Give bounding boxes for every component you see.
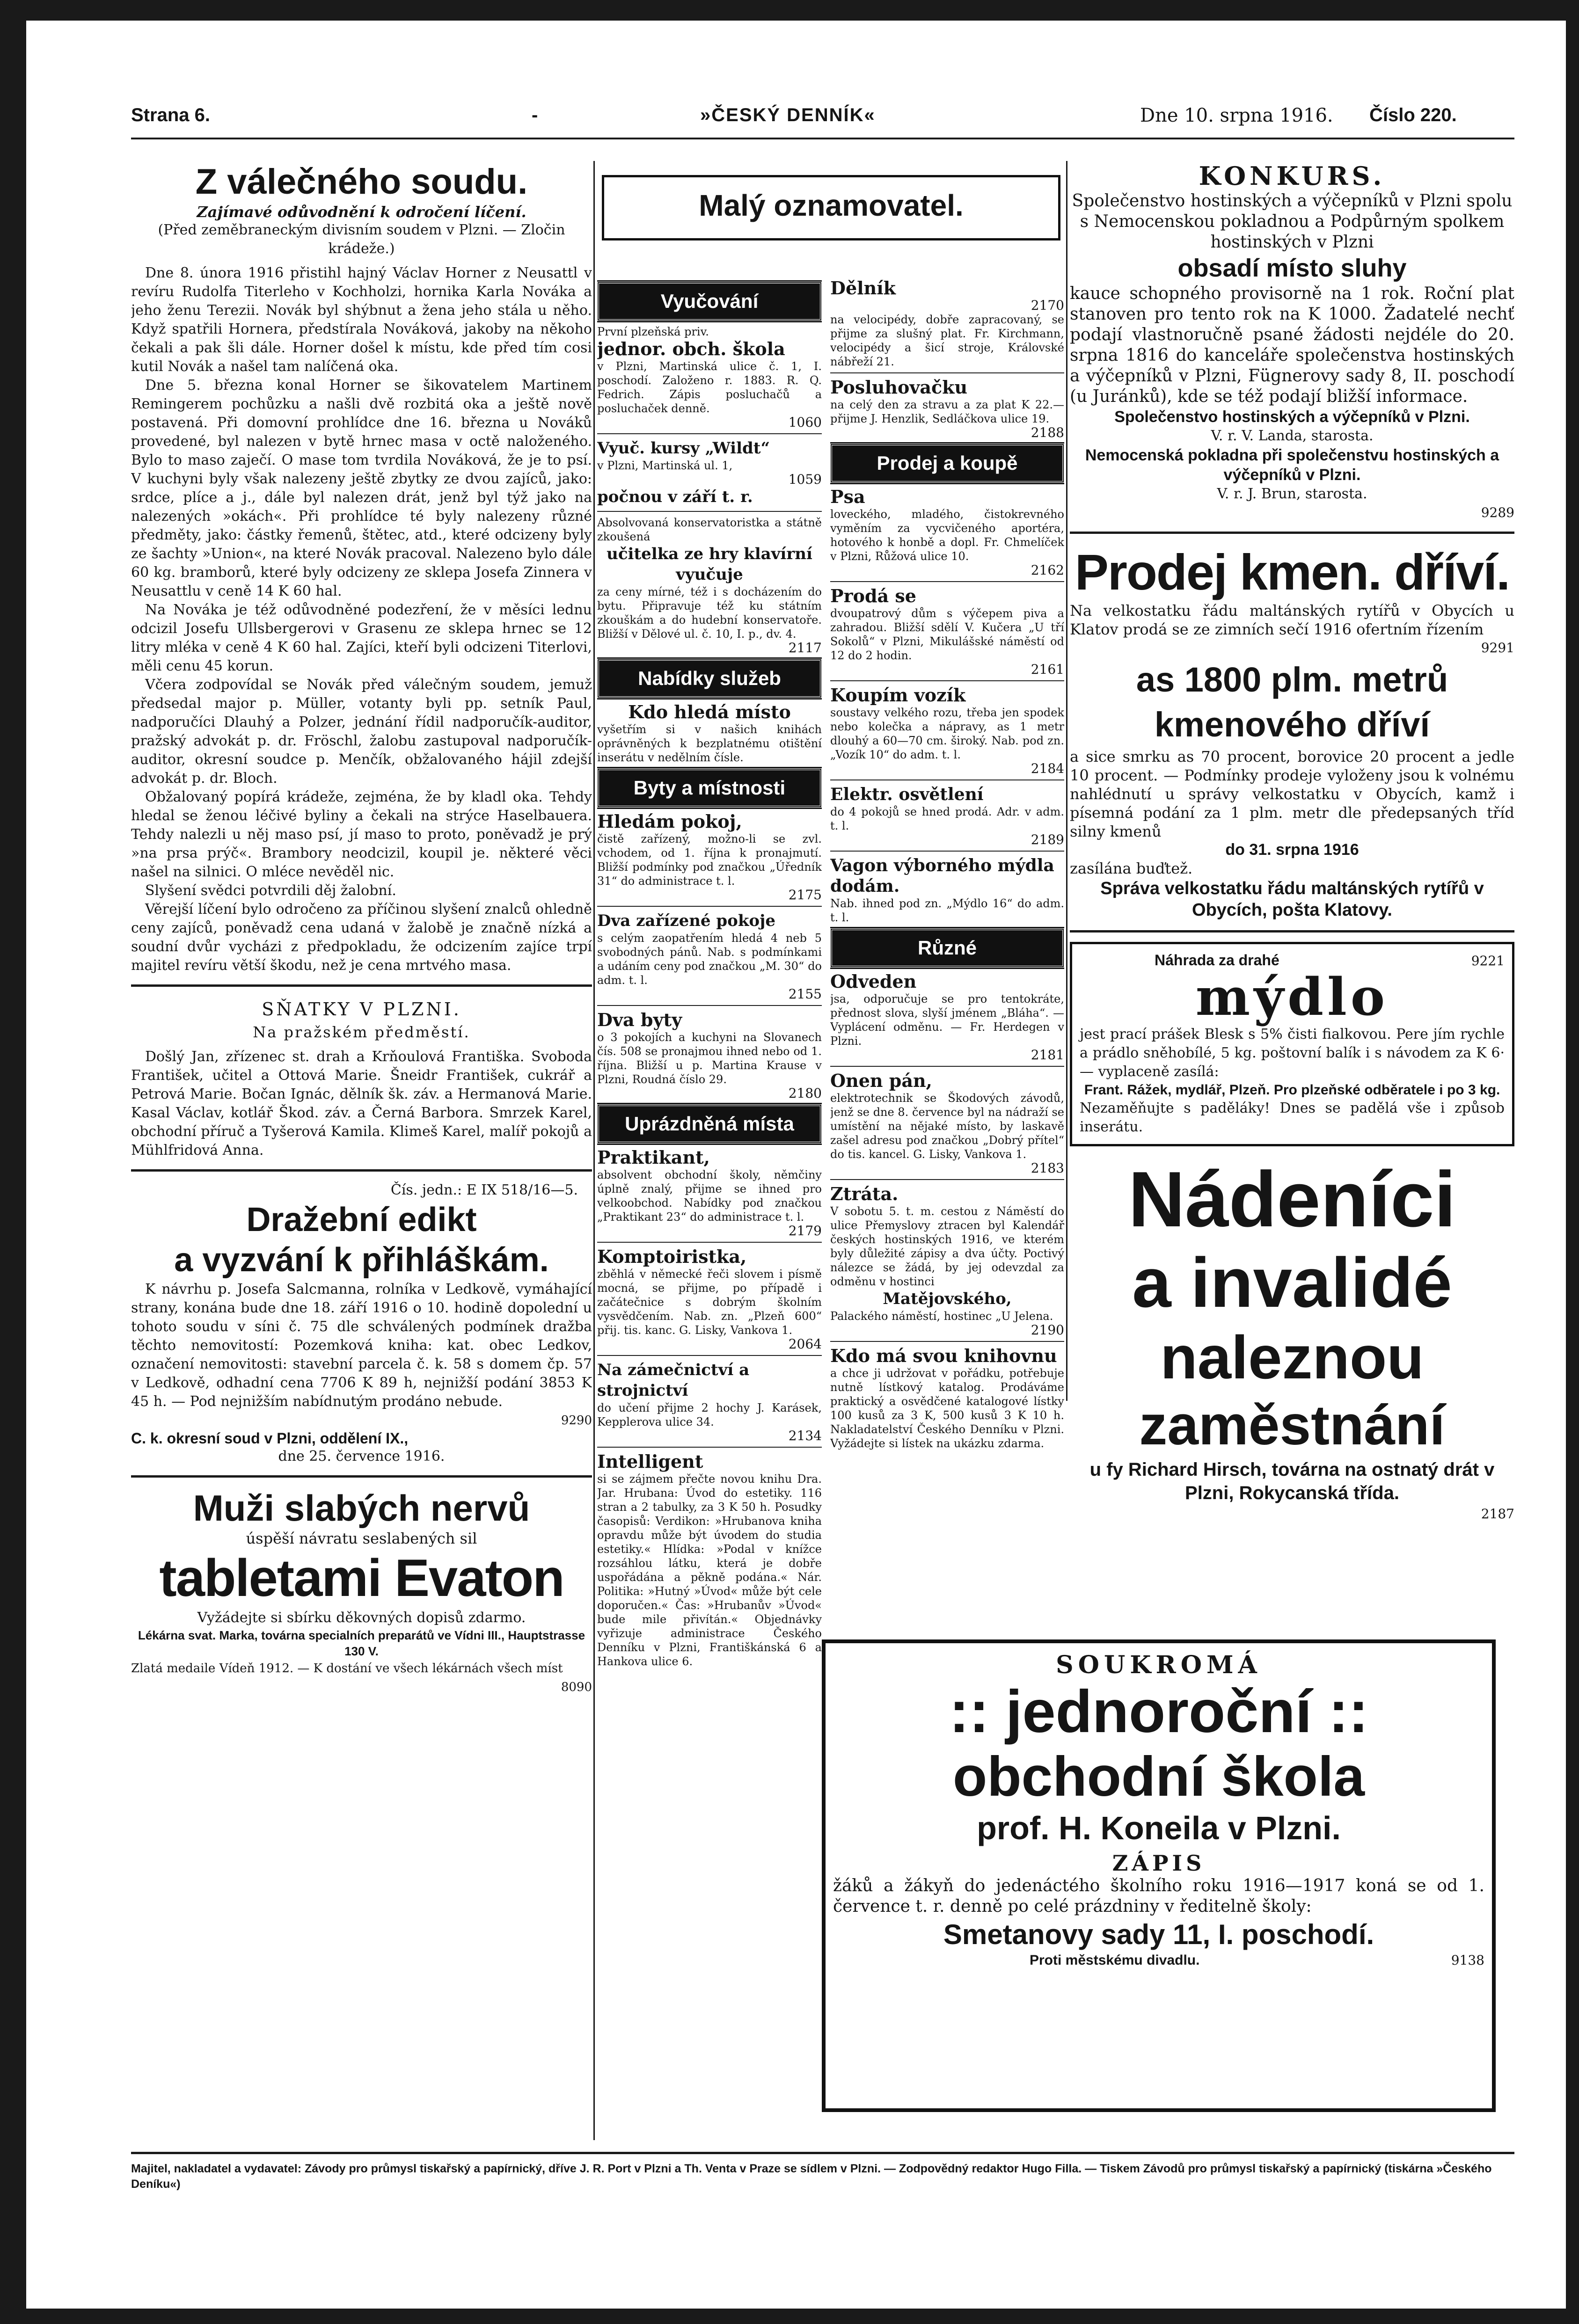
maid-ad-number: 2188 [1031, 425, 1064, 440]
issue-date: Dne 10. srpna 1916. [1140, 105, 1333, 126]
apprentice-ad-text: do učení přijme 2 hochy J. Karásek, Kepplerova ulice 34. [597, 1401, 822, 1428]
school-ad-prefix: První plzeňská priv. [597, 325, 709, 338]
room-ad-number: 2175 [788, 887, 822, 903]
house-ad-text: dvoupatrový dům s výčepem piva a zahradou. Bližší sdělí V. Kučera „U tří Sokolů“ v Plzni, Mikulášské náměstí od 12 do 2 hodin. [830, 607, 1064, 662]
soap-ad [1070, 942, 1514, 1146]
wood-sale-title: Prodej kmen. dříví. [1075, 544, 1510, 600]
job-ad-title: Kdo hledá místo [628, 701, 791, 722]
konkurs-title: KONKURS. [1199, 161, 1386, 191]
section-education: Vyučování [597, 282, 822, 321]
konkurs-signature-name-2: V. r. J. Brun, starosta. [1217, 486, 1367, 502]
gentleman-ad-number: 2183 [1031, 1160, 1064, 1176]
column-left [131, 161, 592, 2126]
section-housing: Byty a místnosti [597, 768, 822, 808]
trainee-ad-title: Praktikant, [597, 1147, 710, 1168]
clerk-ad-number: 2064 [788, 1336, 822, 1352]
room-ad-title: Hledám pokoj, [597, 811, 742, 832]
maid-ad-text: na celý den za stravu a za plat K 22.— přijme J. Henzlik, Sedláčkova ulice 19. [830, 398, 1064, 425]
nerve-ad-product: tabletami Evaton [159, 1549, 564, 1607]
soap-ad-warning: Nezaměňujte s paděláky! Dnes se padělá vše i způsob inserátu. [1080, 1100, 1505, 1135]
article-paragraph: Včera zodpovídal se Novák před válečným soudem, jemuž předsedal major p. Müller, votanty byli pp. setník Paul, nadporučíci Dlauhý a Polzer, jednání řídil nadporučík-auditor, pražský advokát p. dr. Fröschl, žalobu zastupoval nadporučík-auditor, okresní soudce p. Menčík, obžalovaného hájil zdejší advokát p. dr. Bloch. [131, 677, 592, 787]
edict-title: Dražební edikt [246, 1201, 477, 1238]
dog-found-ad-title: Odveden [830, 971, 917, 992]
edict-reference: Čís. jedn.: E IX 518/16—5. [390, 1182, 578, 1198]
divider [131, 1169, 592, 1172]
dog-ad-title: Psa [830, 486, 865, 507]
court-name: C. k. okresní soud v Plzni, oddělení IX., [131, 1430, 409, 1447]
dog-found-ad-number: 2181 [1031, 1047, 1064, 1063]
wood-sale-text-2: a sice smrku as 70 procent, borovice 20 procent a jedle 10 procent. — Podmínky prodeje vyloženy jsou k volnému nahlédnutí u správy velkostatku v Obycích, kamž i písemná podání za 1 plm. metr dle předepsaných tříd silny kmenů [1070, 748, 1514, 840]
room-ad-text: čistě zařízený, možno-li se zvl. vchodem, od 1. října k pronajmutí. Bližší podmínky pod značkou „Úředník 31“ do administrace t. l. [597, 832, 822, 888]
school-ad-enrollment: ZÁPIS [1112, 1850, 1206, 1876]
wildt-ad-number: 1059 [788, 472, 822, 487]
wildt-ad-text: v Plzni, Martinská ul. 1, [597, 459, 733, 472]
soap-wagon-ad-title: Vagon výborného mýdla dodám. [830, 856, 1054, 896]
school-ad-title-2: obchodní škola [952, 1745, 1365, 1808]
school-ad-address: Smetanovy sady 11, I. poschodí. [943, 1919, 1374, 1950]
soap-wagon-ad-text: Nab. ihned pod zn. „Mýdlo 16“ do adm. t. l. [830, 897, 1064, 924]
lost-ad-number: 2190 [1031, 1322, 1064, 1338]
section-vacancies: Uprázdněná místa [597, 1104, 822, 1144]
article-paragraph: Na Nováka je též odůvodněné podezření, že v měsíci lednu odcizil Josefu Ullsbergerovi v Grasenu ze sklepa hrnec se 12 litry mléka v ceně 4 K 60 hal. Zajíci, kteří byli odcizeni Titerlovi, měli cenu 45 korun. [131, 602, 592, 674]
soap-ad-title: mýdlo [1195, 967, 1389, 1027]
dog-ad-number: 2162 [1031, 562, 1064, 578]
column-rule [1066, 161, 1067, 1401]
wood-sale-text-3: zasílána buďtež. [1070, 860, 1193, 877]
school-ad-text: v Plzni, Martinská ulice č. 1, I. poschodí. Založeno r. 1883. R. Q. Fedrich. Zápis posluchačů a posluchaček denně. [597, 360, 822, 415]
workers-ad-line-3: naleznou [1160, 1323, 1424, 1391]
rooms-ad-number: 2155 [788, 986, 822, 1002]
teacher-ad-title: učitelka ze hry klavírní vyučuje [607, 545, 812, 584]
apprentice-ad-title: Na zámečnictví a strojnictví [597, 1361, 750, 1400]
house-ad-number: 2161 [1031, 662, 1064, 677]
lost-ad-innkeeper: Matějovského, [883, 1289, 1012, 1308]
workers-ad-number: 2187 [1481, 1506, 1514, 1522]
lighting-ad-text: do 4 pokojů se hned prodá. Adr. v adm. t. l. [830, 805, 1064, 832]
nerve-ad-number: 8090 [561, 1680, 592, 1694]
wood-sale-number: 9291 [1481, 640, 1514, 656]
article-paragraph: Slyšení svědci potvrdili děj žalobní. [145, 882, 396, 899]
soap-ad-text: jest prací prášek Blesk s 5% čisti fialkovou. Pere jím rychle a prádlo sněhobílé, 5 kg. poštovní balík i s návodem za K 6·— vyplaceně zasílá: [1080, 1026, 1505, 1080]
konkurs-number: 9289 [1481, 505, 1514, 520]
workers-ad-line-2: a invalidé [1132, 1243, 1452, 1322]
issue-number: Číslo 220. [1369, 105, 1457, 125]
edict-title-2: a vyzvání k přihláškám. [174, 1241, 549, 1279]
trainee-ad-text: absolvent obchodní školy, němčiny úplně znalý, přijme se ihned pro velkoobchod. Nabídky pod značkou „Praktikant 23“ do administrace t. l. [597, 1168, 822, 1224]
konkurs-text-2: kauce schopného provisorně na 1 rok. Roční plat stanoven pro tento rok na K 1000. Žadatelé nechť podají vlastnoručně psané žádosti nejdéle do 20. srpna 1816 do kanceláře společenstva hostinských a výčepníků v Plzni, Fügnerovy sady 8, II. poschodí (u Juránků), kde se též podají bližší informace. [1070, 284, 1514, 406]
konkurs-signature-name: V. r. V. Landa, starosta. [1211, 428, 1374, 444]
flats-ad-title: Dva byty [597, 1009, 682, 1030]
maid-ad-title: Posluhovačku [830, 377, 968, 398]
rooms-ad-title: Dva zařízené pokoje [597, 911, 776, 930]
article-subtitle-2: (Před zeměbraneckým divisním soudem v Plzni. — Zločin krádeže.) [158, 222, 565, 257]
article-paragraph: Dne 8. února 1916 přistihl hajný Václav Horner z Neusattl v revíru Rudolfa Titerleho v Kochholzi, hornika Karla Nováka a jeho ženu Terezii. Novák byl shýbnut a žena jeho stála u něho. Když spatřili Hornera, předstírala Nováková, jakoby na někoho čekali a pak šli dále. Horner došel k místu, kde před tím cosi kutil Novák a našel tam nalíčená oka. [131, 265, 592, 375]
workers-ad-line-4: zaměstnání [1139, 1394, 1445, 1457]
teacher-ad-number: 2117 [788, 640, 822, 656]
nerve-ad-footer: Zlatá medaile Vídeň 1912. — K dostání ve všech lékárnách všech míst [131, 1661, 563, 1676]
edict-text: K návrhu p. Josefa Salcmanna, rolníka v Ledkově, vymáhající strany, konána bude dne 18. září 1916 o 10. hodině dopolední u tohoto soudu v síni č. 75 dle schválených podmínek dražba těchto nemovitostí: Pozemková kniha: kat. obec Ledkov, označení nemovitosti: stavební parcela č. k. 58 s domem čp. 57 v Ledkově, odhadní cena 7706 K 89 h, nejnižší podání 3853 K 45 h. — Pod nejnižším nabídnutým prodáno nebude. [131, 1281, 592, 1410]
section-buy-sell: Prodej a koupě [830, 444, 1064, 483]
apprentice-ad-number: 2134 [788, 1428, 822, 1443]
article-paragraph: Dne 5. března konal Horner se šikovatelem Martinem Remingerem pochůzku a našli dvě rozbitá oka a ještě nově postavená. Při domovní prohlídce dne 16. března u Nováků provedené, byl nalezen v bytě hrnec masa v octě naloženého. Bylo to maso zaječí. O mase tom tvrdila Nováková, že je to psí. V kuchyni byly však nalezeny ještě zbytky ze dvou zajíců, jako: srdce, plíce a j., dále byl nalezen drát, jenž byl týž jako na nalezených »okách«. Při prohlídce té byly nalezeny různé předměty, jako: částky řemenů, štětec, atd., které odcizeny byly ze šachty »Union«, na které Novák pracoval. Nalezeno bylo dále 60 kg. bramborů, které byly odcizeny ze sklepa Josefa Zinnera v Neusattlu v ceně 14 K 60 hal. [131, 377, 592, 599]
cart-ad-title: Koupím vozík [830, 685, 966, 706]
header-rule [131, 138, 1514, 139]
soap-ad-seller: Frant. Rážek, mydlář, Plzeň. Pro plzeňské odběratele i po 3 kg. [1084, 1082, 1500, 1098]
library-ad-text: a chce ji udržovat v pořádku, potřebuje nutně lístkový katalog. Prodáváme praktický a osvědčené katalogové lístky 100 kusů za 3 K, 500 kusů 3 K 10 h. Nakladatelství Českého Denníku v Plzni. Vyžádejte si lístek na ukázku zdarma. [830, 1367, 1064, 1450]
article-subtitle: Zajímavé odůvodnění k odročení líčení. [197, 203, 526, 221]
nerve-ad-pharmacy: Lékárna svat. Marka, továrna specialních preparátů ve Vídni III., Hauptstrasse 130 V. [138, 1628, 585, 1658]
school-ad-note: Proti městskému divadlu. [1030, 1952, 1200, 1968]
cart-ad-number: 2184 [1031, 761, 1064, 776]
worker-ad-text: na velocipédy, dobře zapracovaný, se přijme za slušný plat. Fr. Kirchmann, velocipédy a šicí stroje, Královské nábřeží 21. [830, 313, 1064, 368]
edict-number: 9290 [561, 1413, 592, 1428]
article-title: Z válečného soudu. [195, 162, 528, 202]
weddings-subtitle: Na pražském předměstí. [253, 1023, 470, 1041]
clerk-ad-title: Komptoiristka, [597, 1246, 747, 1267]
dog-found-ad-text: jsa, odporučuje se pro tentokráte, přednost slova, slyší jménem „Bláha“. — Vyplácení odměnu. — Fr. Herdegen v Plzni. [830, 992, 1064, 1048]
imprint: Majitel, nakladatel a vydavatel: Závody pro průmysl tiskařský a papírnický, dříve J. R. Port v Plzni a Th. Venta v Praze se sídlem v Plzni. — Zodpovědný redaktor Hugo Filla. — Tiskem Závodů pro průmysl tiskařský a papírnický (tiskárna »Českého Deníku«) [131, 2162, 1492, 2191]
worker-ad-number: 2170 [1031, 298, 1064, 313]
teacher-ad-text-2: za ceny mírné, též i s docházením do bytu. Připravuje též ku státním zkouškám a do hudební konservatoře. Bližší v Dělové ul. č. 10, I. p., dv. 4. [597, 585, 822, 641]
lighting-ad-title: Elektr. osvětlení [830, 785, 984, 804]
school-ad-title-1: :: jednoroční :: [949, 1678, 1368, 1745]
column-rule [593, 161, 595, 2140]
nerve-ad-text: Vyžádejte si sbírku děkovných dopisů zdarmo. [197, 1610, 526, 1626]
school-ad-overline: SOUKROMÁ [1056, 1651, 1262, 1679]
wildt-ad-title: Vyuč. kursy „Wildt“ [597, 439, 770, 458]
school-ad-title: jednor. obch. škola [597, 338, 785, 359]
weddings-text: Došlý Jan, zřízenec st. drah a Krňoulová Františka. Svoboda František, učitel a Ottová Marie. Šneidr František, cukrář a Petrová Marie. Bočan Ignác, dělník šk. záv. a Hermanová Marie. Kasal Václav, kotlář Škod. záv. a Černá Barbora. Smrzek Karel, obchodní příruč a Tyšerová Kamila. Klimeš Karel, malíř pokojů a Mühlfridová Anna. [131, 1049, 592, 1158]
footer-rule [131, 2152, 1514, 2154]
lost-ad-text-2: Palackého náměstí, hostinec „U Jelena. [830, 1310, 1053, 1323]
konkurs-headline: obsadí místo sluhy [1177, 254, 1407, 282]
gentleman-ad-text: elektrotechnik se Škodových závodů, jenž se dne 8. července byl na nádraží se umístění na nějaké místo, by laskavě zašel adresu pod značkou „Dobrý přítel“ do tis. kancel. G. Lisky, Vankova 1. [830, 1092, 1064, 1161]
page-number: Strana 6. [131, 105, 210, 125]
lighting-ad-number: 2189 [1031, 832, 1064, 847]
workers-ad-firm: u fy Richard Hirsch, továrna na ostnatý drát v Plzni, Rokycanská třída. [1089, 1459, 1495, 1503]
school-ad-number: 9138 [1451, 1952, 1484, 1968]
school-ad [822, 1639, 1496, 2112]
konkurs-signature-2: Nemocenská pokladna při společenstvu hostinských a výčepníků v Plzni. [1085, 446, 1499, 484]
house-ad-title: Prodá se [830, 585, 916, 606]
school-ad-number: 1060 [788, 415, 822, 430]
lost-ad-title: Ztráta. [830, 1183, 899, 1204]
divider [131, 984, 592, 987]
gentleman-ad-title: Onen pán, [830, 1070, 932, 1091]
workers-ad-line-1: Nádeníci [1128, 1155, 1456, 1243]
classifieds-left [597, 278, 822, 2093]
trainee-ad-number: 2179 [788, 1223, 822, 1238]
dog-ad-text: loveckého, mladého, čistokrevného vyměním za vycvičeného aportéra, hotového k honbě a dopl. Fr. Chmelíček v Plzni, Růžová ulice 10. [830, 508, 1064, 563]
section-job-offers: Nabídky služeb [597, 659, 822, 698]
soap-ad-number: 9221 [1471, 953, 1505, 969]
job-ad-text: vyšetřím si v našich knihách oprávněných k bezplatnému otištění inserátu v nedělním čísle. [597, 723, 822, 764]
nerve-ad-title: Muži slabých nervů [193, 1487, 530, 1529]
wildt-ad-subtitle: počnou v září t. r. [597, 488, 753, 506]
nerve-ad-subtitle: úspěší návratu seslabených sil [246, 1530, 477, 1547]
lost-ad-text: V sobotu 5. t. m. cestou z Náměstí do ulice Přemyslovy ztracen byl Kalendář českých hostinských 1916, ve kterém byly důležité zápisy a dva účty. Poctivý nálezce se žádá, by jej odevzdal za odměnu v hostinci [830, 1205, 1064, 1288]
teacher-ad-text: Absolvovaná konservatoristka a státně zkoušená [597, 516, 822, 543]
divider [1070, 532, 1514, 534]
book-ad-title: Intelligent [597, 1451, 703, 1472]
konkurs-text: Společenstvo hostinských a výčepníků v Plzni spolu s Nemocenskou pokladnou a Podpůrným spolkem hostinských v Plzni [1072, 191, 1513, 252]
article-paragraph: Obžalovaný popírá krádeže, zejména, že by kladl oka. Tehdy hledal se ženou léčivé byliny a čekali na strýce Haselbauera. Tehdy nalezli u něj maso psí, jí maso to proto, poněvadž je prý »na prsa prýč«. Brambory neodcizil, koupil je. některé věci našel na silnici. O mléce nevěděl nic. [131, 789, 592, 880]
divider [1070, 930, 1514, 933]
newspaper-name: »ČESKÝ DENNÍK« [700, 105, 876, 125]
soap-ad-overline: Náhrada za drahé [1155, 952, 1279, 969]
book-ad-text: si se zájmem přečte novou knihu Dra. Jar. Hrubana: Úvod do estetiky. 116 stran a 2 tabulky, za 3 K 50 h. Posudky časopisů: Verdikon: »Hrubanova kniha opravdu může být úvodem do studia estetiky.« Hlídka: »Podal v knížce rozsáhlou látku, která je dobře uspořádána a pěkně podána.« Nár. Politika: »Hutný »Úvod« může být cele doporučen.« Čas: »Hrubanův »Úvod« bude mile přivítán.« Objednávky vyřizuje administrace Českého Denníku v Plzni, Františkánská 6 a Hankova ulice 6. [597, 1472, 822, 1668]
rooms-ad-text: s celým zaopatřením hledá 4 neb 5 svobodných pánů. Nab. s podmínkami a udáním ceny pod značkou „M. 30“ do adm. t. l. [597, 932, 822, 987]
konkurs-signature: Společenstvo hostinských a výčepníků v Plzni. [1114, 408, 1470, 426]
flats-ad-text: o 3 pokojích a kuchyni na Slovanech čís. 508 se pronajmou ihned nebo od 1. října. Bližší u p. Martina Krause v Plzni, Roudná číslo 29. [597, 1031, 822, 1086]
weddings-title: SŇATKY V PLZNI. [262, 999, 461, 1020]
worker-ad-title: Dělník [830, 278, 896, 299]
school-ad-title-3: prof. H. Koneila v Plzni. [977, 1810, 1341, 1846]
library-ad-title: Kdo má svou knihovnu [830, 1345, 1057, 1366]
header-dash: - [532, 105, 538, 125]
classifieds-title: Malý oznamovatel. [602, 175, 1060, 240]
court-date: dne 25. července 1916. [278, 1448, 445, 1464]
wood-sale-text: Na velkostatku řádu maltánských rytířů v Obycích u Klatov prodá se ze zimních sečí 1916 ofertním řízením [1070, 602, 1514, 638]
clerk-ad-text: zběhlá v německé řeči slovem i písmě mocná, se přijme, po případě i začátečnice s dobrým školním vysvědčením. Nab. zn. „Plzeň 600“ přij. tis. kanc. G. Lisky, Vankova 1. [597, 1268, 822, 1337]
article-paragraph: Věrejší líčení bylo odročeno za příčinou slyšení znalců ohledně ceny zajíců, poněvadž cena udaná v žalobě je značně nízká a soudní dvůr vycházi z předpokladu, že odcizením zajíce trpí majitel revíru větší škodu, než je cena mrtvého masa. [131, 901, 592, 974]
wood-sale-amount: as 1800 plm. metrů kmenového dříví [1136, 660, 1448, 744]
section-miscellaneous: Různé [830, 928, 1064, 968]
wood-sale-signature: Správa velkostatku řádu maltánských rytířů v Obycích, pošta Klatovy. [1100, 879, 1484, 920]
flats-ad-number: 2180 [788, 1086, 822, 1101]
cart-ad-text: soustavy velkého rozu, třeba jen spodek nebo kolečka a nápravy, as 1 metr dlouhý a 60—70 cm. široký. Nab. pod zn. „Vozík 10“ do adm. t. l. [830, 706, 1064, 761]
divider [131, 1475, 592, 1478]
newspaper-page [26, 21, 1566, 2309]
school-ad-text: žáků a žákyň do jedenáctého školního roku 1916—1917 koná se od 1. července t. r. denně po celé prázdniny v ředitelně školy: [833, 1876, 1484, 1916]
wood-sale-deadline: do 31. srpna 1916 [1225, 841, 1359, 859]
